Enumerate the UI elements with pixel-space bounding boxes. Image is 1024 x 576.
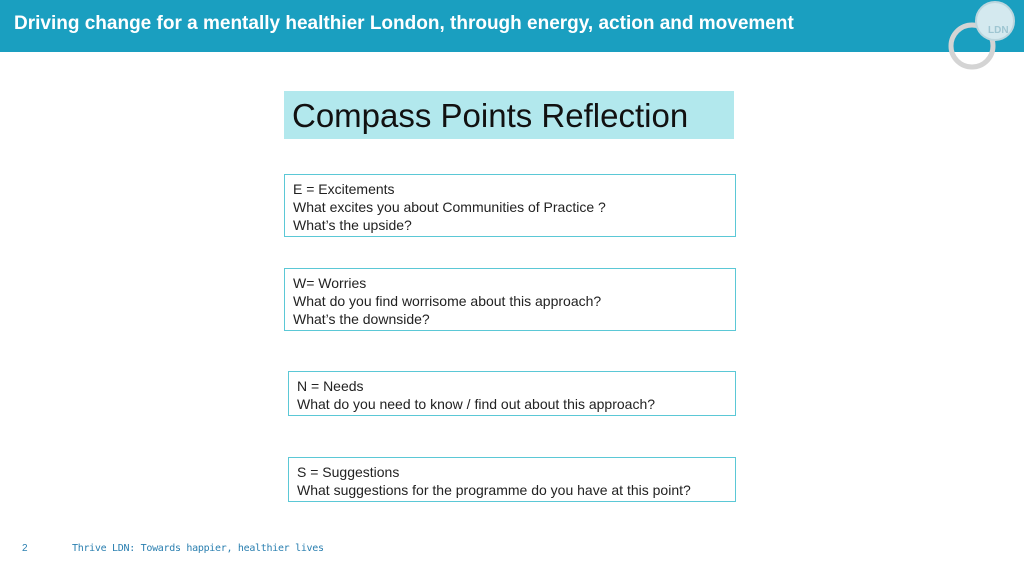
worries-heading: W= Worries [293,275,367,291]
excitements-question-1: What excites you about Communities of Practice ? [293,199,606,215]
worries-question-1: What do you find worrisome about this approach? [293,293,602,309]
slide-title: Compass Points Reflection [292,97,689,134]
worries-question-2: What’s the downside? [293,311,430,327]
needs-question-1: What do you need to know / find out about this approach? [297,396,656,412]
suggestions-heading: S = Suggestions [297,464,400,480]
excitements-question-2: What’s the upside? [293,217,412,233]
suggestions-box [288,457,736,502]
footer-tagline: Thrive LDN: Towards happier, healthier lives [72,543,324,554]
needs-heading: N = Needs [297,378,364,394]
header-title: Driving change for a mentally healthier London, through energy, action and movement [14,13,794,34]
excitements-heading: E = Excitements [293,181,395,197]
header-bar [0,0,1024,52]
worries-box [284,268,736,331]
thrive-ldn-logo-icon [946,0,1009,72]
slide-title-banner [284,91,734,139]
excitements-box [284,174,736,237]
suggestions-question-1: What suggestions for the programme do you have at this point? [297,482,691,498]
page-number: 2 [22,543,28,554]
needs-box [288,371,736,416]
svg-text:LDN: LDN [988,25,1009,36]
